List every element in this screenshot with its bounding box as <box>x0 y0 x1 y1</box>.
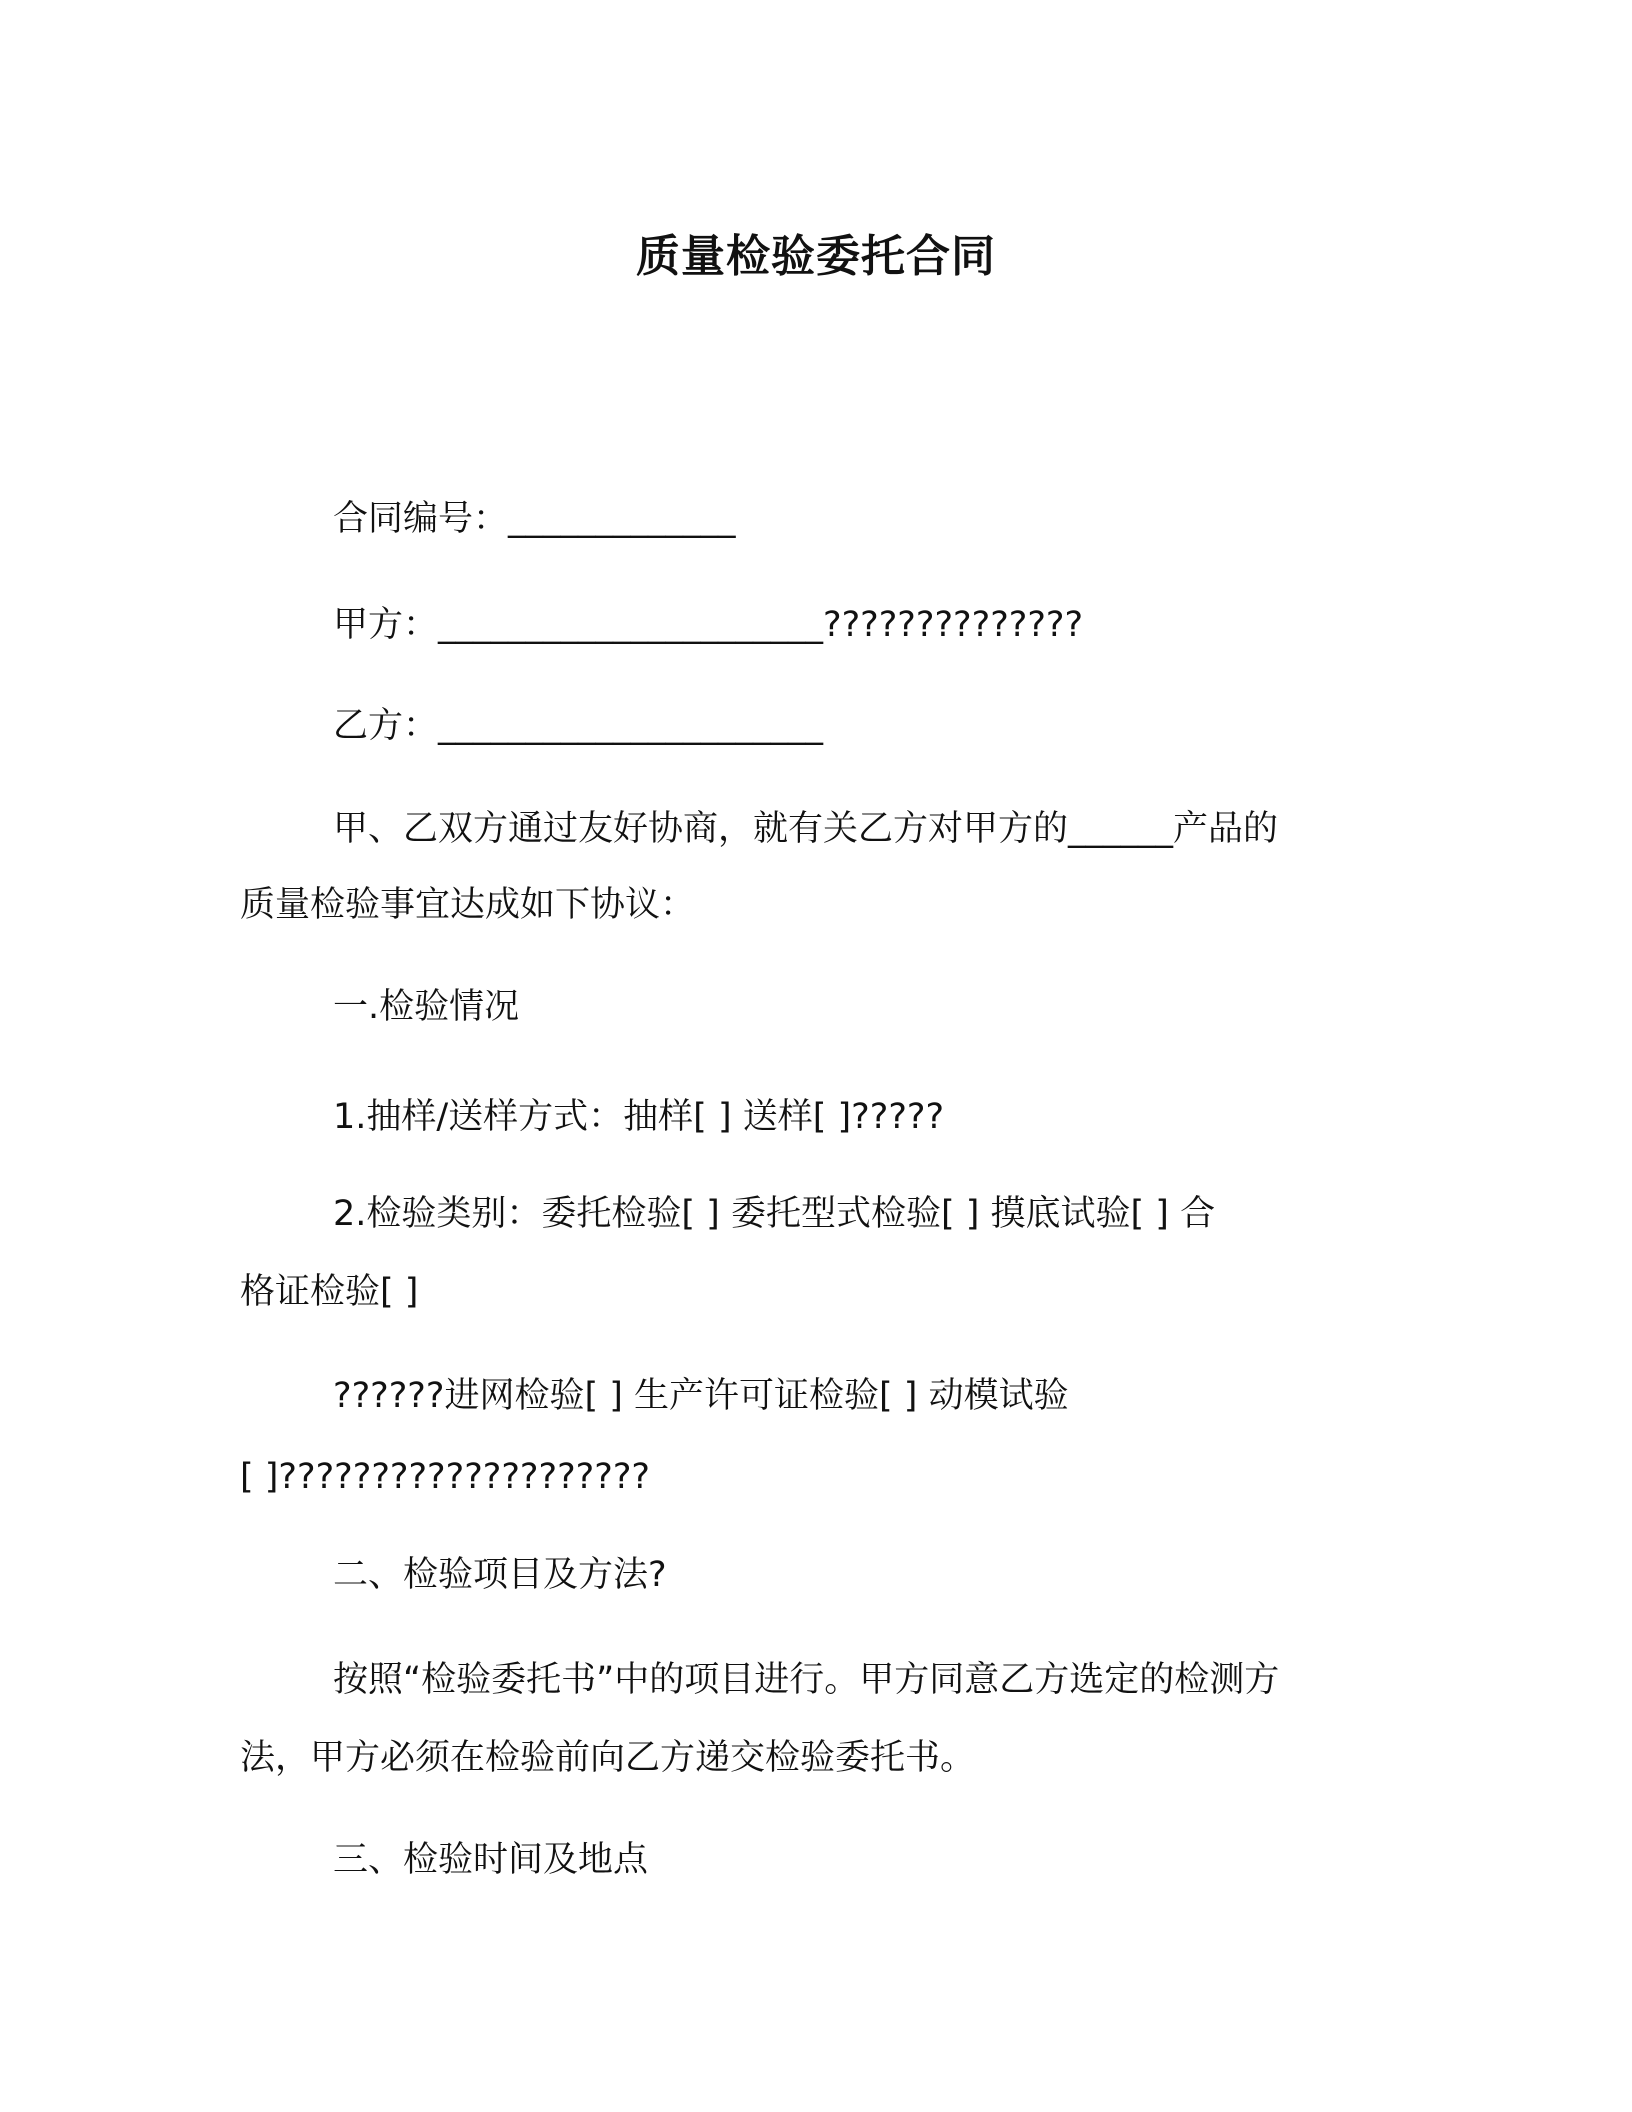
item-2-inspection-type-line-2: 格证检验[ ] <box>240 1272 419 1312</box>
item-3-inspection-type-line-1: ??????进网检验[ ] 生产许可证检验[ ] 动模试验 <box>333 1376 1069 1416</box>
section-3-heading: 三、检验时间及地点 <box>333 1840 649 1880</box>
item-1-sampling-method: 1.抽样/送样方式：抽样[ ] 送样[ ]????? <box>333 1097 945 1137</box>
section-2-heading: 二、检验项目及方法? <box>333 1555 667 1595</box>
intro-paragraph-line-2: 质量检验事宜达成如下协议： <box>240 885 696 925</box>
section-1-heading: 一.检验情况 <box>333 987 520 1027</box>
party-a-line: 甲方：______________________?????????????? <box>333 605 1084 645</box>
intro-paragraph-line-1: 甲、乙双方通过友好协商，就有关乙方对甲方的______产品的 <box>333 809 1279 849</box>
item-2-inspection-type-line-1: 2.检验类别：委托检验[ ] 委托型式检验[ ] 摸底试验[ ] 合 <box>333 1194 1216 1234</box>
document-title: 质量检验委托合同 <box>636 231 996 282</box>
section-2-paragraph-line-1: 按照“检验委托书”中的项目进行。甲方同意乙方选定的检测方 <box>333 1660 1280 1700</box>
section-2-paragraph-line-2: 法，甲方必须在检验前向乙方递交检验委托书。 <box>240 1738 976 1778</box>
party-b-line: 乙方：______________________ <box>333 706 824 746</box>
contract-number-line: 合同编号：_____________ <box>333 499 736 539</box>
item-3-inspection-type-line-2: [ ]???????????????????? <box>240 1457 650 1497</box>
